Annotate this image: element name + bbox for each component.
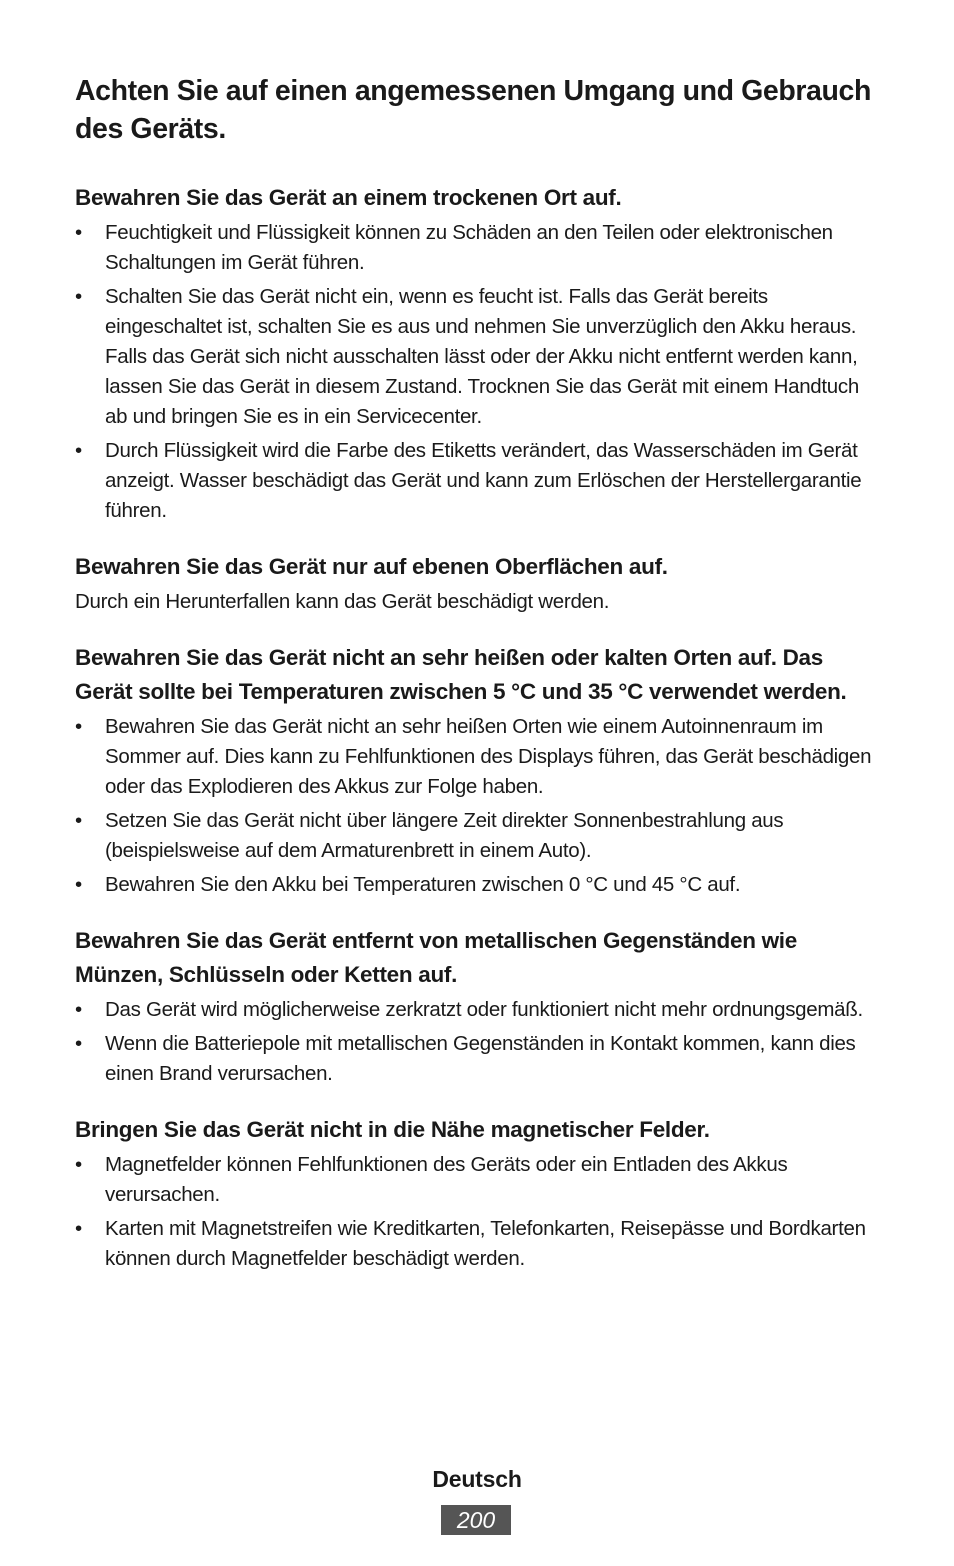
list-item (75, 218, 885, 278)
list-item (75, 282, 885, 432)
list-item (75, 1150, 885, 1210)
section-title: Bewahren Sie das Gerät entfernt von metallischen Gegenständen wie Münzen, Schlüsseln oder Ketten auf. (75, 928, 797, 987)
list-item (75, 436, 885, 526)
list-item (75, 712, 885, 802)
bullet-icon: • (75, 439, 82, 462)
footer-language: Deutsch (432, 1466, 522, 1492)
section-title: Bringen Sie das Gerät nicht in die Nähe magnetischer Felder. (75, 1117, 710, 1142)
bullet-icon: • (75, 1032, 82, 1055)
list-item (75, 1214, 885, 1274)
page-content (75, 72, 885, 1274)
bullet-list (75, 995, 885, 1089)
bullet-icon: • (75, 998, 82, 1021)
section-title: Bewahren Sie das Gerät an einem trockenen Ort auf. (75, 185, 622, 210)
section-title: Bewahren Sie das Gerät nur auf ebenen Oberflächen auf. (75, 554, 668, 579)
section-text: Durch ein Herunterfallen kann das Gerät beschädigt werden. (75, 590, 610, 613)
list-item-text: Wenn die Batteriepole mit metallischen Gegenständen in Kontakt kommen, kann dies einen Brand verursachen. (105, 1032, 856, 1085)
list-item (75, 806, 885, 866)
bullet-icon: • (75, 873, 82, 896)
section-flat-surface (75, 550, 885, 617)
list-item (75, 870, 885, 900)
list-item-text: Feuchtigkeit und Flüssigkeit können zu Schäden an den Teilen oder elektronischen Schaltungen im Gerät führen. (105, 221, 833, 274)
section-magnetic-fields (75, 1113, 885, 1274)
list-item-text: Durch Flüssigkeit wird die Farbe des Etiketts verändert, das Wasserschäden im Gerät anzeigt. Wasser beschädigt das Gerät und kann zum Erlöschen der Herstellergarantie führen. (105, 439, 862, 522)
bullet-list (75, 1150, 885, 1274)
page-number-badge: 200 (441, 1505, 511, 1535)
list-item-text: Setzen Sie das Gerät nicht über längere Zeit direkter Sonnenbestrahlung aus (beispielsweise auf dem Armaturenbrett in einem Auto). (105, 809, 784, 862)
page-title: Achten Sie auf einen angemessenen Umgang und Gebrauch des Geräts. (75, 75, 871, 145)
section-metal-objects (75, 924, 885, 1089)
list-item-text: Karten mit Magnetstreifen wie Kreditkarten, Telefonkarten, Reisepässe und Bordkarten können durch Magnetfelder beschädigt werden. (105, 1217, 866, 1270)
section-temperature (75, 641, 885, 900)
bullet-icon: • (75, 221, 82, 244)
bullet-icon: • (75, 809, 82, 832)
bullet-icon: • (75, 1217, 82, 1240)
list-item-text: Bewahren Sie das Gerät nicht an sehr heißen Orten wie einem Autoinnenraum im Sommer auf. Dies kann zu Fehlfunktionen des Displays führen, das Gerät beschädigen oder das Explodieren des Akkus zur Folge haben. (105, 715, 872, 798)
list-item-text: Das Gerät wird möglicherweise zerkratzt oder funktioniert nicht mehr ordnungsgemäß. (105, 998, 863, 1021)
bullet-list (75, 712, 885, 900)
list-item-text: Bewahren Sie den Akku bei Temperaturen zwischen 0 °C und 45 °C auf. (105, 873, 741, 896)
bullet-icon: • (75, 715, 82, 738)
list-item (75, 995, 885, 1025)
bullet-icon: • (75, 1153, 82, 1176)
bullet-list (75, 218, 885, 526)
list-item (75, 1029, 885, 1089)
list-item-text: Magnetfelder können Fehlfunktionen des Geräts oder ein Entladen des Akkus verursachen. (105, 1153, 788, 1206)
section-dry-place (75, 181, 885, 526)
bullet-icon: • (75, 285, 82, 308)
list-item-text: Schalten Sie das Gerät nicht ein, wenn es feucht ist. Falls das Gerät bereits eingeschaltet ist, schalten Sie es aus und nehmen Sie unverzüglich den Akku heraus. Falls das Gerät sich nicht ausschalten lässt oder der Akku nicht entfernt werden kann, lassen Sie das Gerät in diesem Zustand. Trocknen Sie das Gerät mit einem Handtuch ab und bringen Sie es in ein Servicecenter. (105, 285, 859, 428)
section-title: Bewahren Sie das Gerät nicht an sehr heißen oder kalten Orten auf. Das Gerät sollte bei Temperaturen zwischen 5 °C und 35 °C verwendet werden. (75, 645, 847, 704)
